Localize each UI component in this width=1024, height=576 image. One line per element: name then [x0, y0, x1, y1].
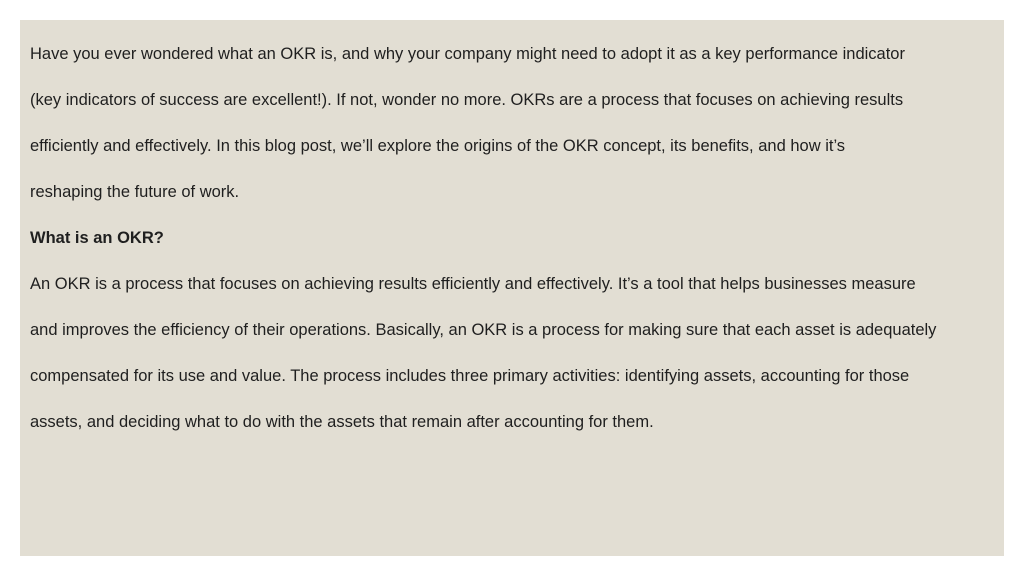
slide-panel	[20, 20, 1004, 556]
intro-line-4: reshaping the future of work.	[30, 183, 240, 201]
intro-line-1: Have you ever wondered what an OKR is, and why your company might need to adopt it as a key performance indicator	[30, 45, 905, 63]
section-line-3: compensated for its use and value. The process includes three primary activities: identifying assets, accounting for those	[30, 367, 910, 385]
section-line-1: An OKR is a process that focuses on achieving results efficiently and effectively. It’s a tool that helps businesses measure	[30, 275, 916, 293]
section-line-4: assets, and deciding what to do with the assets that remain after accounting for them.	[30, 413, 654, 431]
section-line-2: and improves the efficiency of their operations. Basically, an OKR is a process for making sure that each asset is adequately	[30, 321, 937, 339]
section-heading: What is an OKR?	[30, 229, 164, 247]
text-content	[30, 41, 1000, 455]
intro-line-2: (key indicators of success are excellent!). If not, wonder no more. OKRs are a process that focuses on achieving results	[30, 91, 904, 109]
intro-line-3: efficiently and effectively. In this blog post, we’ll explore the origins of the OKR concept, its benefits, and how it’s	[30, 137, 846, 155]
